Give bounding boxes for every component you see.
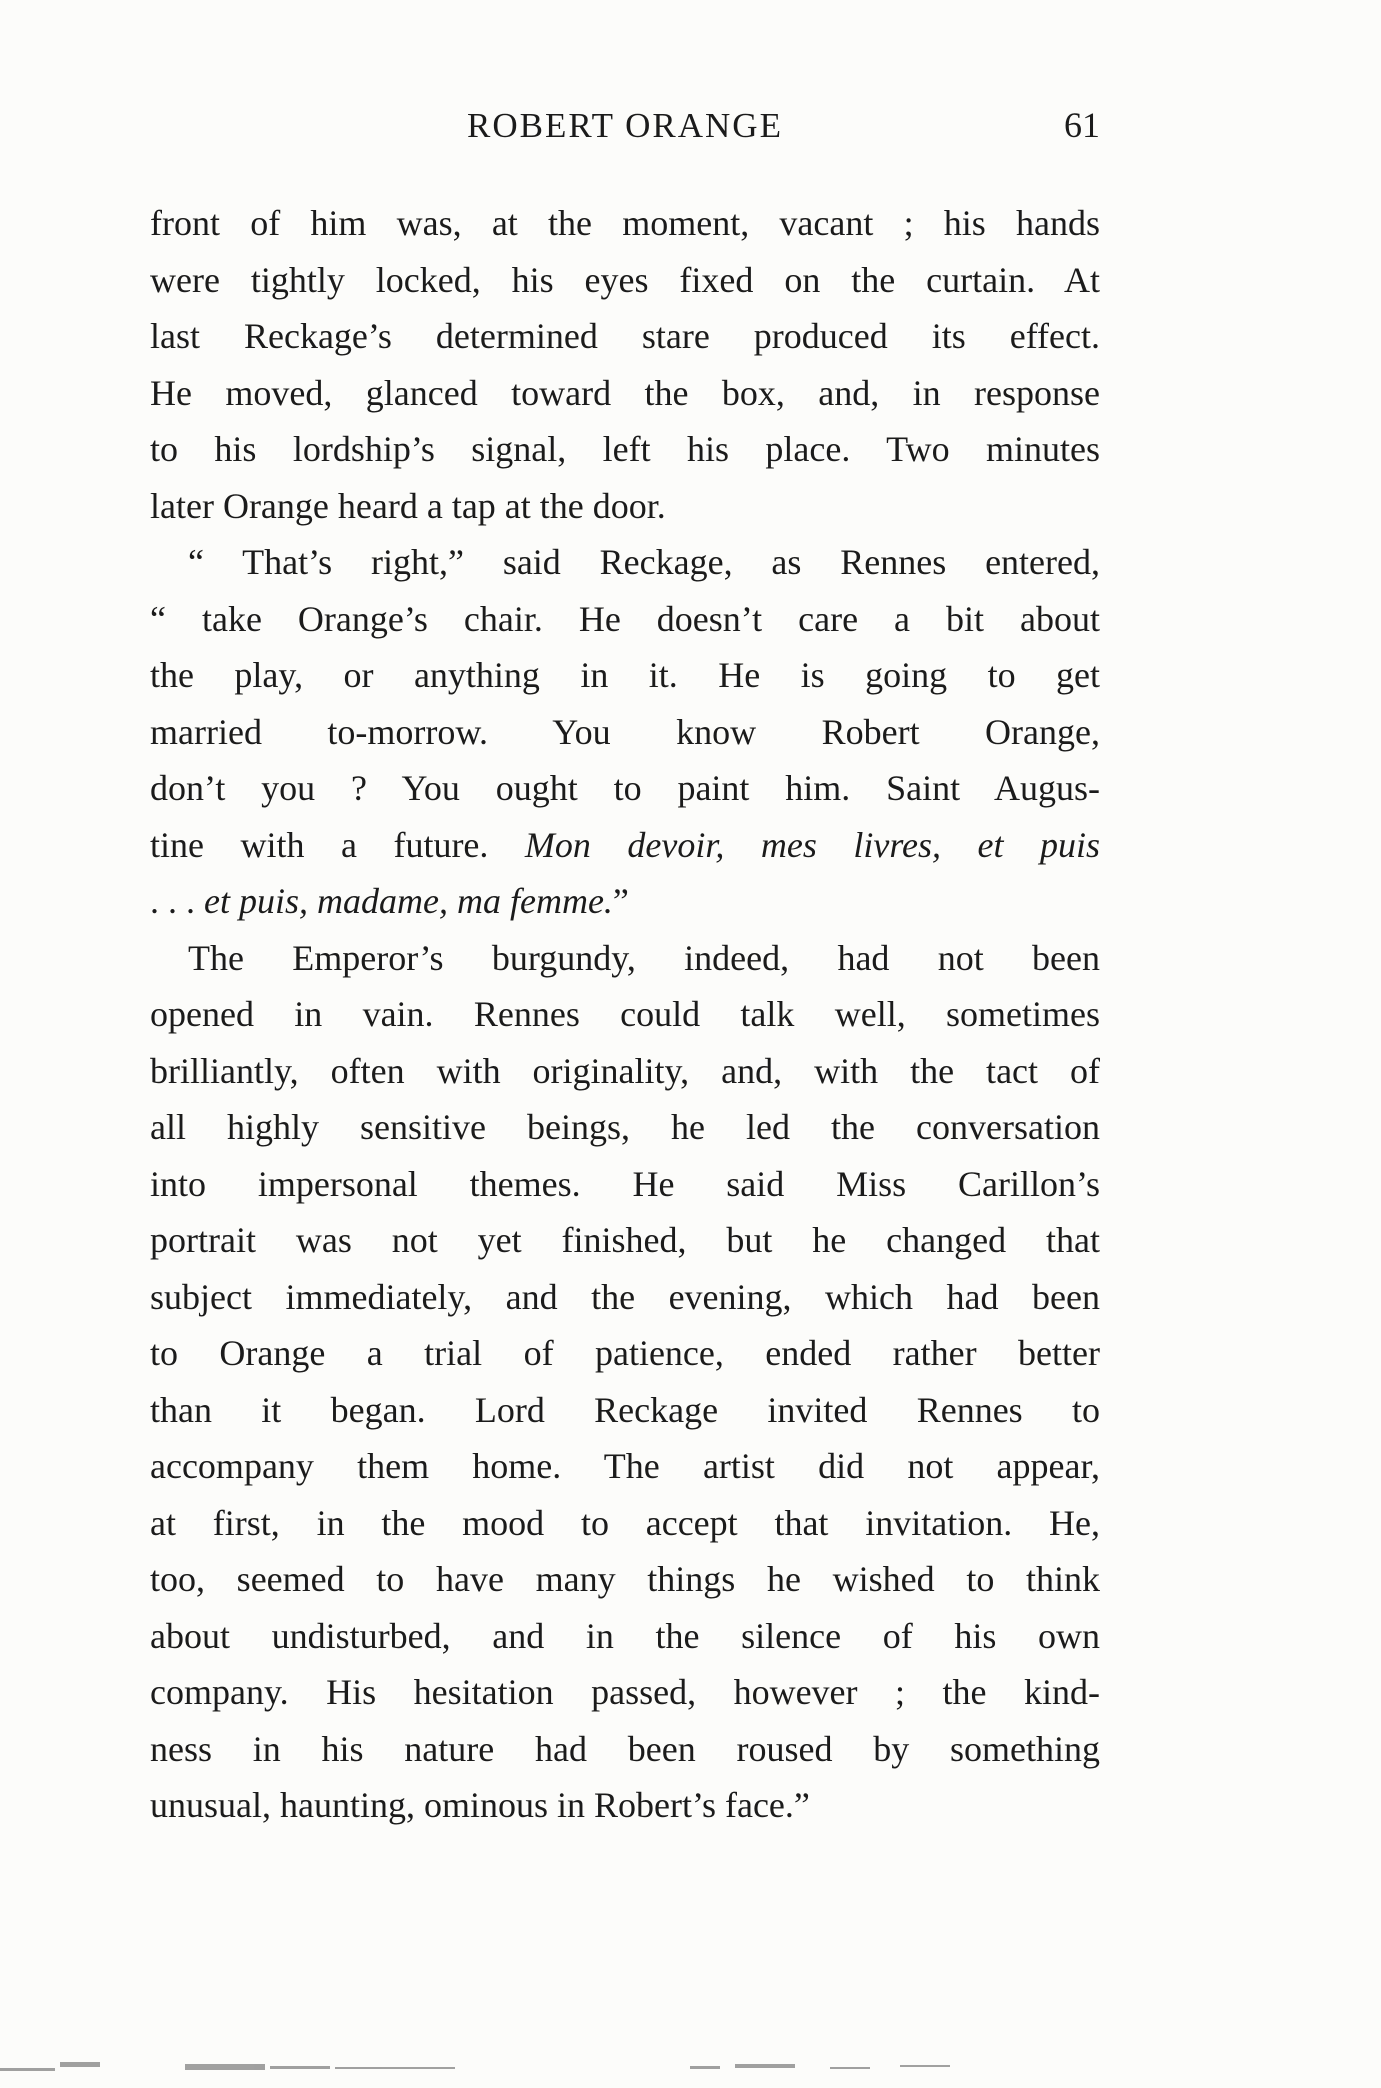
text-line: “ take Orange’s chair. He doesn’t care a bit about [150, 598, 1100, 639]
text-line: too, seemed to have many things he wished to think [150, 1559, 1100, 1599]
text-line: unusual, haunting, ominous in Robert’s face.” [150, 1785, 810, 1825]
text-line: ness in his nature had been roused by something [150, 1728, 1100, 1769]
italic-french-quote: Mon devoir, mes livres, et puis [524, 824, 1101, 865]
text-line: the play, or anything in it. He is going to get [150, 655, 1100, 695]
closing-quote: ” [612, 881, 629, 921]
text-line: to Orange a trial of patience, ended rather better [150, 1333, 1100, 1373]
page-number: 61 [1064, 105, 1100, 145]
text-line: at first, in the mood to accept that invitation. He, [150, 1502, 1100, 1543]
text-line: front of him was, at the moment, vacant ; his hands [150, 203, 1100, 243]
text-line-mixed [150, 817, 1100, 874]
text-line: were tightly locked, his eyes fixed on the curtain. At [150, 259, 1100, 300]
text-line: opened in vain. Rennes could talk well, sometimes [150, 994, 1100, 1034]
text-line: than it began. Lord Reckage invited Rennes to [150, 1389, 1100, 1430]
ellipsis: . . . [150, 881, 204, 921]
text-line: company. His hesitation passed, however ; the kind- [150, 1672, 1100, 1712]
body-text [150, 195, 1100, 1834]
text-line: later Orange heard a tap at the door. [150, 485, 666, 526]
text-line: brilliantly, often with originality, and, with the tact of [150, 1050, 1100, 1091]
text-line: last Reckage’s determined stare produced its effect. [150, 316, 1100, 356]
text-line: The Emperor’s burgundy, indeed, had not been [188, 937, 1100, 978]
text-line: He moved, glanced toward the box, and, in response [150, 372, 1100, 413]
text-line: all highly sensitive beings, he led the conversation [150, 1107, 1100, 1147]
text-line: don’t you ? You ought to paint him. Saint Augus- [150, 768, 1100, 808]
running-title: ROBERT ORANGE [467, 106, 783, 145]
scan-smudge-marks [0, 2050, 1381, 2080]
text-line: accompany them home. The artist did not appear, [150, 1446, 1100, 1486]
text-line: married to-morrow. You know Robert Orange, [150, 711, 1100, 752]
text-line: about undisturbed, and in the silence of his own [150, 1615, 1100, 1656]
text-line: “ That’s right,” said Reckage, as Rennes entered, [188, 542, 1100, 582]
text-line: into impersonal themes. He said Miss Carillon’s [150, 1163, 1100, 1204]
italic-french-quote: et puis, madame, ma femme. [204, 881, 613, 921]
page-header [150, 98, 1100, 158]
text-line-mixed [150, 873, 1100, 930]
text-line: to his lordship’s signal, left his place. Two minutes [150, 429, 1100, 469]
text-line: portrait was not yet finished, but he changed that [150, 1220, 1100, 1260]
roman-text: tine with a future. [150, 824, 525, 865]
text-line: subject immediately, and the evening, which had been [150, 1276, 1100, 1317]
